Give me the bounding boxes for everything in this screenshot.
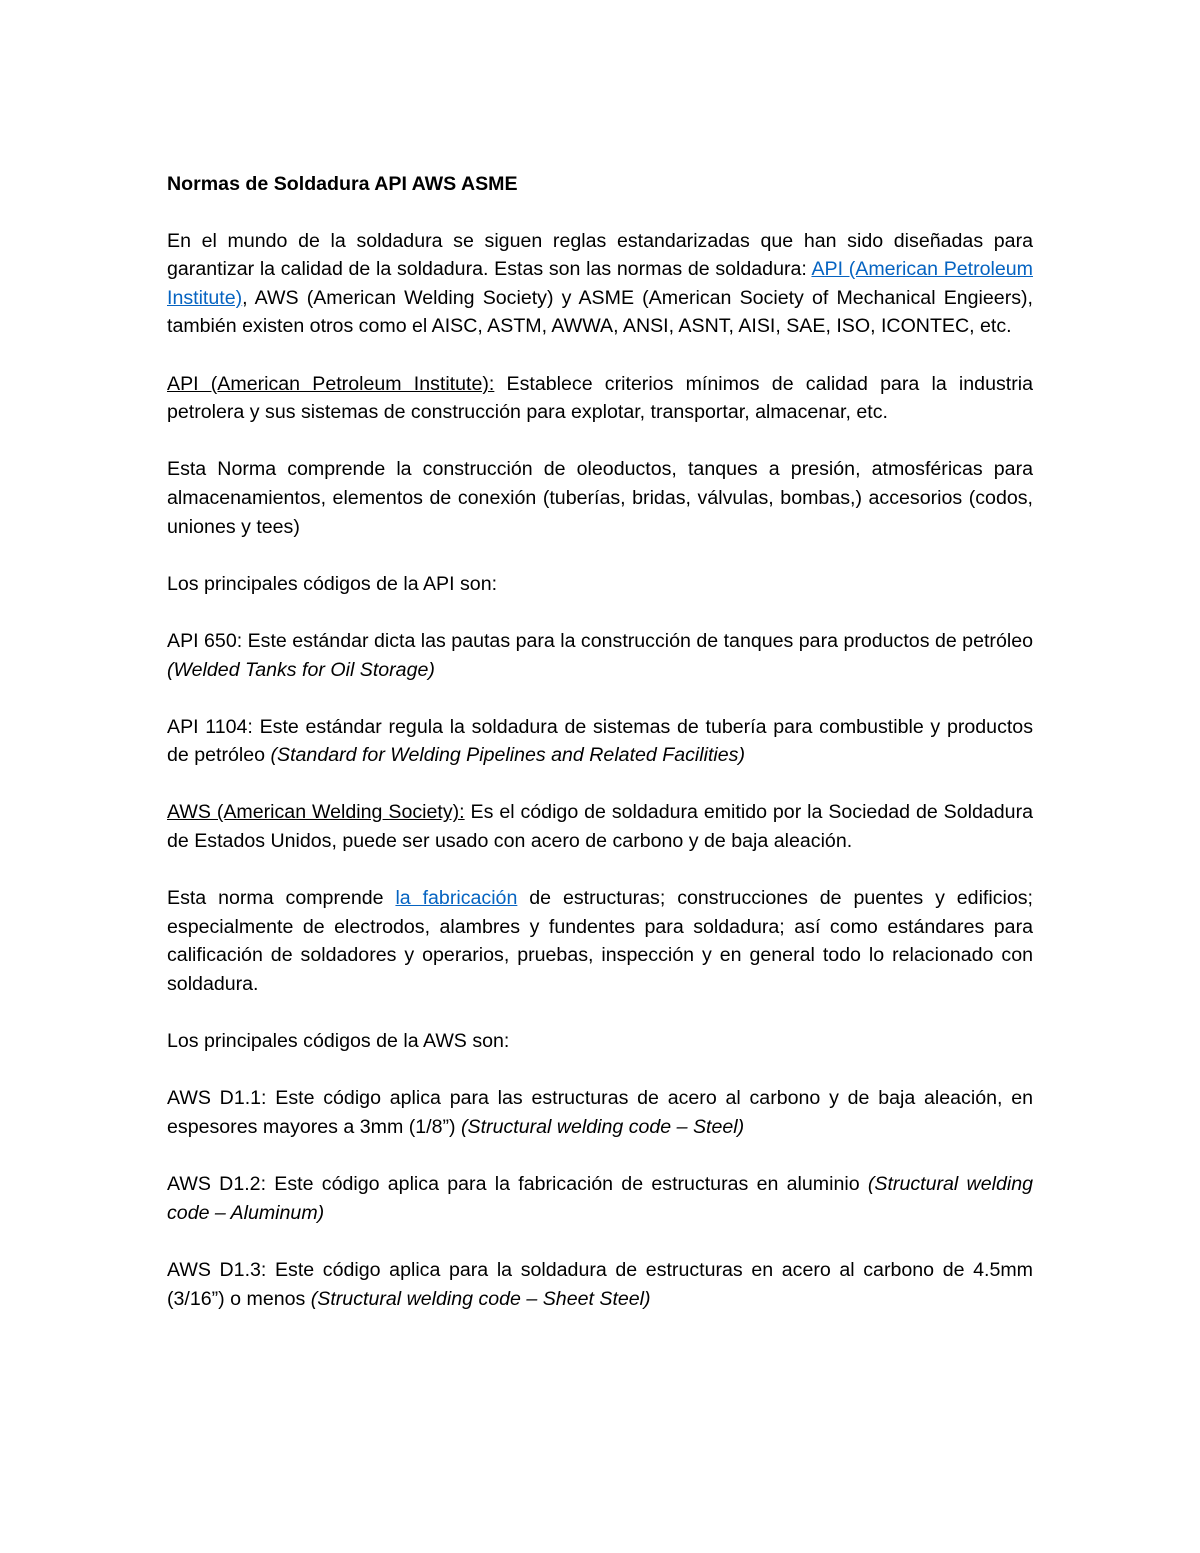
aws-codes-heading: Los principales códigos de la AWS son:	[167, 1030, 510, 1053]
api-section-paragraph	[167, 370, 1033, 427]
aws-d12-paragraph	[167, 1170, 1033, 1227]
api-1104-paragraph	[167, 713, 1033, 770]
api-codes-heading: Los principales códigos de la API son:	[167, 572, 498, 595]
api-section-heading: API (American Petroleum Institute):	[167, 372, 495, 395]
aws-section-paragraph	[167, 798, 1033, 855]
aws-scope-text-before-link: Esta norma comprende	[167, 887, 396, 910]
aws-d12-title: (Structural welding code – Aluminum)	[167, 1173, 1033, 1224]
aws-d11-paragraph	[167, 1084, 1033, 1141]
aws-d13-paragraph	[167, 1256, 1033, 1313]
api-section-text: Establece criterios mínimos de calidad para la industria petrolera y sus sistemas de construcción para explotar, transportar, almacenar, etc.	[167, 372, 1033, 424]
api-650-title: (Welded Tanks for Oil Storage)	[167, 658, 435, 681]
aws-d11-text: AWS D1.1: Este código aplica para las estructuras de acero al carbono y de baja aleación, en espesores mayores a 3mm (1/8”)	[167, 1087, 1033, 1138]
aws-d12-text: AWS D1.2: Este código aplica para la fabricación de estructuras en aluminio	[167, 1173, 868, 1196]
aws-section-heading: AWS (American Welding Society):	[167, 801, 465, 824]
document-page	[167, 170, 1033, 1342]
api-link[interactable]: API (American Petroleum Institute)	[167, 258, 1033, 309]
intro-text-before-link: En el mundo de la soldadura se siguen reglas estandarizadas que han sido diseñadas para garantizar la calidad de la soldadura. Estas son las normas de soldadura:	[167, 229, 1033, 281]
aws-section-text: Es el código de soldadura emitido por la Sociedad de Soldadura de Estados Unidos, puede ser usado con acero de carbono y de baja aleación.	[167, 801, 1033, 853]
intro-paragraph	[167, 227, 1033, 341]
api-scope-paragraph: Esta Norma comprende la construcción de oleoductos, tanques a presión, atmosféricas para almacenamientos, elementos de conexión (tuberías, bridas, válvulas, bombas,) accesorios (codos, uniones y tees)	[167, 458, 1033, 538]
aws-d11-title: (Structural welding code – Steel)	[461, 1116, 745, 1138]
aws-scope-paragraph	[167, 884, 1033, 998]
aws-d13-title: (Structural welding code – Sheet Steel)	[310, 1287, 651, 1310]
intro-text-after-link: , AWS (American Welding Society) y ASME (American Society of Mechanical Engieers), también existen otros como el AISC, ASTM, AWWA, ANSI, ASNT, AISI, SAE, ISO, ICONTEC, etc.	[167, 286, 1033, 338]
aws-scope-text-after-link: de estructuras; construcciones de puentes y edificios; especialmente de electrodos, alambres y fundentes para soldadura; así como estándares para calificación de soldadores y operarios, pruebas, inspección y en general todo lo relacionado con soldadura.	[167, 887, 1034, 996]
api-1104-title: (Standard for Welding Pipelines and Related Facilities)	[270, 744, 745, 767]
aws-d13-text: AWS D1.3: Este código aplica para la soldadura de estructuras en acero al carbono de 4.5mm (3/16”) o menos	[167, 1258, 1033, 1310]
fabricacion-link[interactable]: la fabricación	[395, 887, 518, 910]
api-650-text: API 650: Este estándar dicta las pautas para la construcción de tanques para productos de petróleo	[167, 629, 1033, 652]
api-650-paragraph	[167, 627, 1033, 684]
api-1104-text: API 1104: Este estándar regula la soldadura de sistemas de tubería para combustible y productos de petróleo	[167, 715, 1033, 767]
document-title: Normas de Soldadura API AWS ASME	[167, 173, 518, 195]
